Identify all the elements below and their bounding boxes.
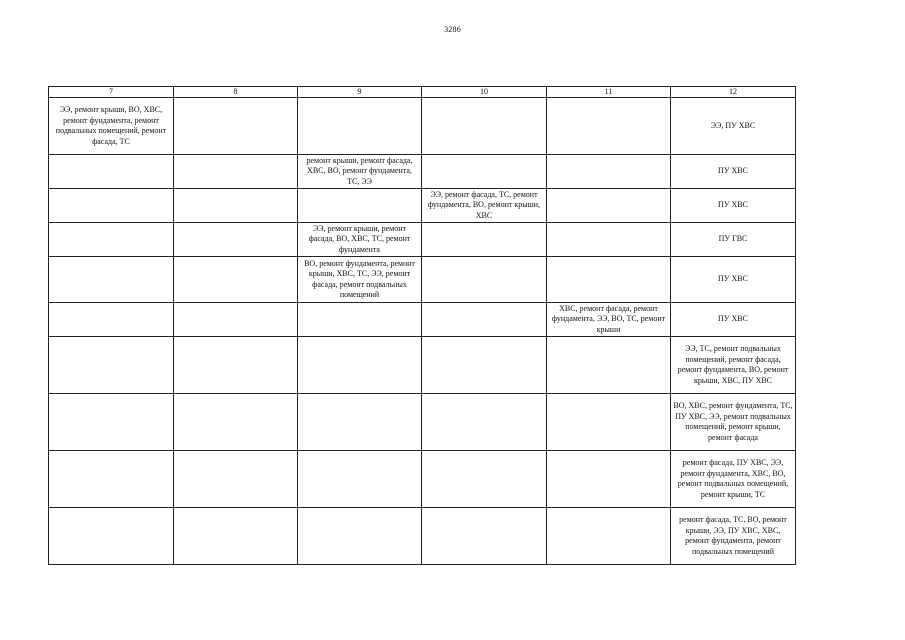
- page-number: 3286: [444, 25, 461, 34]
- table-cell: ЭЭ, ремонт крыши, ремонт фасада, ВО, ХВС, ТС, ремонт фундамента: [298, 223, 422, 257]
- table-cell: ПУ ХВС: [671, 257, 796, 303]
- table-row: [49, 394, 796, 451]
- table-cell: [298, 337, 422, 394]
- table-cell: ПУ ГВС: [671, 223, 796, 257]
- table-row: [49, 189, 796, 223]
- table-cell: ремонт фасада, ТС, ВО, ремонт крыши, ЭЭ, ПУ ХВС, ХВС, ремонт фундамента, ремонт подвальных помещений: [671, 508, 796, 565]
- table-cell: ремонт фасада, ПУ ХВС, ЭЭ, ремонт фундамента, ХВС, ВО, ремонт подвальных помещений, ремонт крыши, ТС: [671, 451, 796, 508]
- table-cell: [422, 223, 547, 257]
- table-cell: [49, 155, 174, 189]
- table-cell: [49, 508, 174, 565]
- table-cell: [174, 508, 298, 565]
- table-cell: [174, 155, 298, 189]
- header-row: [49, 87, 796, 98]
- table-row: [49, 451, 796, 508]
- table-row: [49, 257, 796, 303]
- table-cell: ВО, ХВС, ремонт фундамента, ТС, ПУ ХВС, ЭЭ, ремонт подвальных помещений, ремонт крыши, ремонт фасада: [671, 394, 796, 451]
- table-cell: [422, 155, 547, 189]
- table-cell: [422, 394, 547, 451]
- column-header: 9: [298, 87, 422, 98]
- table-cell: [174, 451, 298, 508]
- table-row: [49, 508, 796, 565]
- table-cell: [547, 223, 671, 257]
- table-row: [49, 223, 796, 257]
- table-cell: [547, 155, 671, 189]
- table-cell: [422, 257, 547, 303]
- table-cell: [298, 394, 422, 451]
- table-cell: [547, 508, 671, 565]
- table-cell: [49, 394, 174, 451]
- table-cell: [174, 223, 298, 257]
- table-cell: [547, 337, 671, 394]
- column-header: 7: [49, 87, 174, 98]
- table-cell: [298, 508, 422, 565]
- table-cell: [298, 303, 422, 337]
- table-cell: [174, 303, 298, 337]
- table-cell: ремонт крыши, ремонт фасада, ХВС, ВО, ремонт фундамента, ТС, ЭЭ: [298, 155, 422, 189]
- table-cell: [422, 98, 547, 155]
- table-cell: [174, 189, 298, 223]
- table-cell: ПУ ХВС: [671, 303, 796, 337]
- table-cell: ЭЭ, ПУ ХВС: [671, 98, 796, 155]
- table-cell: ХВС, ремонт фасада, ремонт фундамента, ЭЭ, ВО, ТС, ремонт крыши: [547, 303, 671, 337]
- table-cell: [174, 257, 298, 303]
- table-row: [49, 303, 796, 337]
- table-row: [49, 155, 796, 189]
- table-cell: [422, 508, 547, 565]
- table-cell: ВО, ремонт фундамента, ремонт крыши, ХВС, ТС, ЭЭ, ремонт фасада, ремонт подвальных помещений: [298, 257, 422, 303]
- column-header: 10: [422, 87, 547, 98]
- table-cell: [547, 451, 671, 508]
- table-cell: ЭЭ, ремонт фасада, ТС, ремонт фундамента, ВО, ремонт крыши, ХВС: [422, 189, 547, 223]
- table-cell: [422, 303, 547, 337]
- table-cell: [422, 337, 547, 394]
- table-cell: ЭЭ, ремонт крыши, ВО, ХВС, ремонт фундамента, ремонт подвальных помещений, ремонт фасада, ТС: [49, 98, 174, 155]
- table-cell: [49, 337, 174, 394]
- works-table: [48, 86, 796, 565]
- column-header: 11: [547, 87, 671, 98]
- table-row: [49, 337, 796, 394]
- table-cell: [547, 189, 671, 223]
- table-cell: [547, 257, 671, 303]
- table-cell: [49, 303, 174, 337]
- table-cell: [422, 451, 547, 508]
- table-cell: [174, 394, 298, 451]
- table-cell: [298, 98, 422, 155]
- table-cell: ПУ ХВС: [671, 155, 796, 189]
- table-cell: [174, 98, 298, 155]
- column-header: 8: [174, 87, 298, 98]
- table-row: [49, 98, 796, 155]
- table-cell: ЭЭ, ТС, ремонт подвальных помещений, ремонт фасада, ремонт фундамента, ВО, ремонт крыши, ХВС, ПУ ХВС: [671, 337, 796, 394]
- table-cell: [49, 189, 174, 223]
- column-header: 12: [671, 87, 796, 98]
- table-cell: [298, 451, 422, 508]
- table-cell: ПУ ХВС: [671, 189, 796, 223]
- table-cell: [49, 451, 174, 508]
- table-cell: [547, 98, 671, 155]
- table-cell: [174, 337, 298, 394]
- table-cell: [298, 189, 422, 223]
- table-cell: [49, 257, 174, 303]
- table-cell: [547, 394, 671, 451]
- table-cell: [49, 223, 174, 257]
